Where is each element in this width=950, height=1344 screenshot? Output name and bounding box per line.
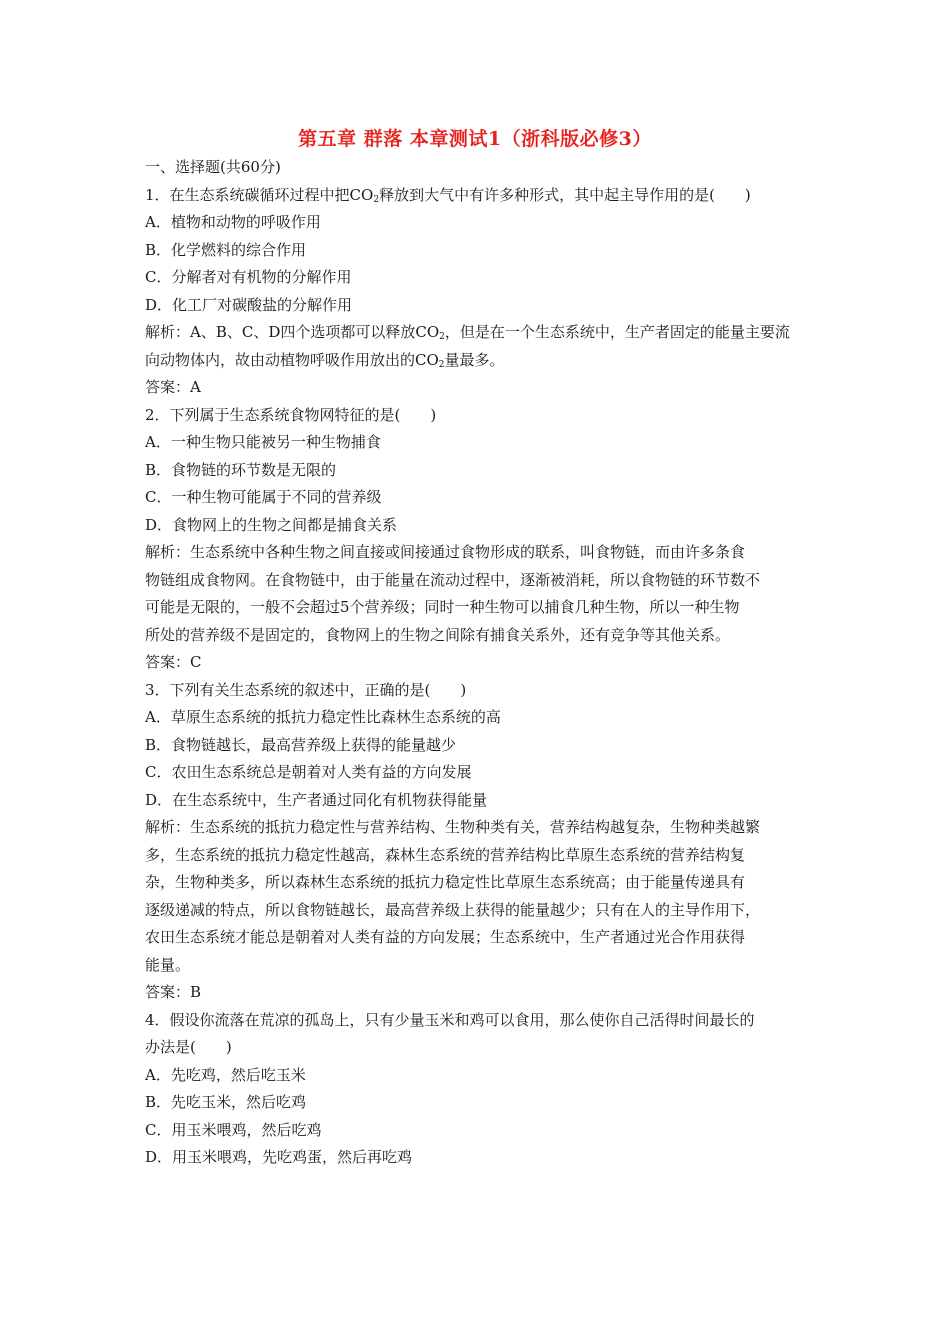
question-4-option-c: C．用玉米喂鸡，然后吃鸡 <box>145 1120 322 1139</box>
section-heading: 一、选择题(共60分) <box>145 158 281 176</box>
question-2-analysis-line: 物链组成食物网。在食物链中，由于能量在流动过程中，逐渐被消耗，所以食物链的环节数不 <box>145 570 761 589</box>
question-3-answer: 答案：B <box>145 983 202 1001</box>
question-1-analysis-line: 解析：A、B、C、D四个选项都可以释放$CO_2$，但是在一个生态系统中，生产者固定的能量主要流 <box>145 323 790 342</box>
question-1-stem: 1．在生态系统碳循环过程中把$CO_2$释放到大气中有许多种形式，其中起主导作用的是( ) <box>145 185 751 205</box>
document-body <box>145 154 813 1172</box>
question-3-analysis-line: 解析：生态系统的抵抗力稳定性与营养结构、生物种类有关，营养结构越复杂，生物种类越繁 <box>145 818 761 836</box>
question-1-option-a: A．植物和动物的呼吸作用 <box>145 213 321 231</box>
question-1-analysis-line: 向动物体内，故由动植物呼吸作用放出的$CO_2$量最多。 <box>145 350 505 370</box>
question-1-option-d: D．化工厂对碳酸盐的分解作用 <box>145 295 353 314</box>
question-3-stem: 3．下列有关生态系统的叙述中，正确的是( ) <box>145 680 467 699</box>
document-title: 第五章 群落 本章测试1（浙科版必修3） <box>298 128 652 150</box>
question-2-analysis-line: 可能是无限的，一般不会超过5个营养级；同时一种生物可以捕食几种生物，所以一种生物 <box>145 598 740 616</box>
question-3-analysis-line: 逐级递减的特点，所以食物链越长，最高营养级上获得的能量越少；只有在人的主导作用下， <box>145 900 761 919</box>
question-4-option-a: A．先吃鸡，然后吃玉米 <box>145 1065 306 1084</box>
question-1-answer: 答案：A <box>145 378 201 396</box>
question-4-option-b: B．先吃玉米，然后吃鸡 <box>145 1093 307 1111</box>
question-1-option-c: C．分解者对有机物的分解作用 <box>145 268 352 286</box>
question-2-option-b: B．食物链的环节数是无限的 <box>145 460 337 479</box>
question-3-analysis-line: 杂，生物种类多，所以森林生态系统的抵抗力稳定性比草原生态系统高；由于能量传递具有 <box>145 873 746 891</box>
question-3-analysis-line: 多，生态系统的抵抗力稳定性越高，森林生态系统的营养结构比草原生态系统的营养结构复 <box>145 845 746 864</box>
question-4-option-d: D．用玉米喂鸡，先吃鸡蛋，然后再吃鸡 <box>145 1148 413 1166</box>
question-2-option-c: C．一种生物可能属于不同的营养级 <box>145 488 382 506</box>
question-2-option-d: D．食物网上的生物之间都是捕食关系 <box>145 515 398 534</box>
question-3-option-b: B．食物链越长，最高营养级上获得的能量越少 <box>145 735 457 754</box>
question-4-stem-line: 办法是( ) <box>145 1038 232 1056</box>
question-2-analysis-line: 解析：生态系统中各种生物之间直接或间接通过食物形成的联系，叫食物链，而由许多条食 <box>145 543 746 561</box>
question-3-option-c: C．农田生态系统总是朝着对人类有益的方向发展 <box>145 763 472 781</box>
question-4-stem-line: 4．假设你流落在荒凉的孤岛上，只有少量玉米和鸡可以食用，那么使你自己活得时间最长的 <box>145 1010 755 1029</box>
question-3-analysis-line: 农田生态系统才能总是朝着对人类有益的方向发展；生态系统中，生产者通过光合作用获得 <box>145 928 746 946</box>
question-2-analysis-line: 所处的营养级不是固定的，食物网上的生物之间除有捕食关系外，还有竞争等其他关系。 <box>145 625 731 644</box>
question-3-analysis-line: 能量。 <box>145 955 191 974</box>
question-2-option-a: A．一种生物只能被另一种生物捕食 <box>145 433 381 451</box>
question-3-option-a: A．草原生态系统的抵抗力稳定性比森林生态系统的高 <box>145 708 501 726</box>
question-2-stem: 2．下列属于生态系统食物网特征的是( ) <box>145 405 437 424</box>
question-2-answer: 答案：C <box>145 653 202 671</box>
question-1-option-b: B．化学燃料的综合作用 <box>145 240 307 259</box>
question-3-option-d: D．在生态系统中，生产者通过同化有机物获得能量 <box>145 790 488 809</box>
